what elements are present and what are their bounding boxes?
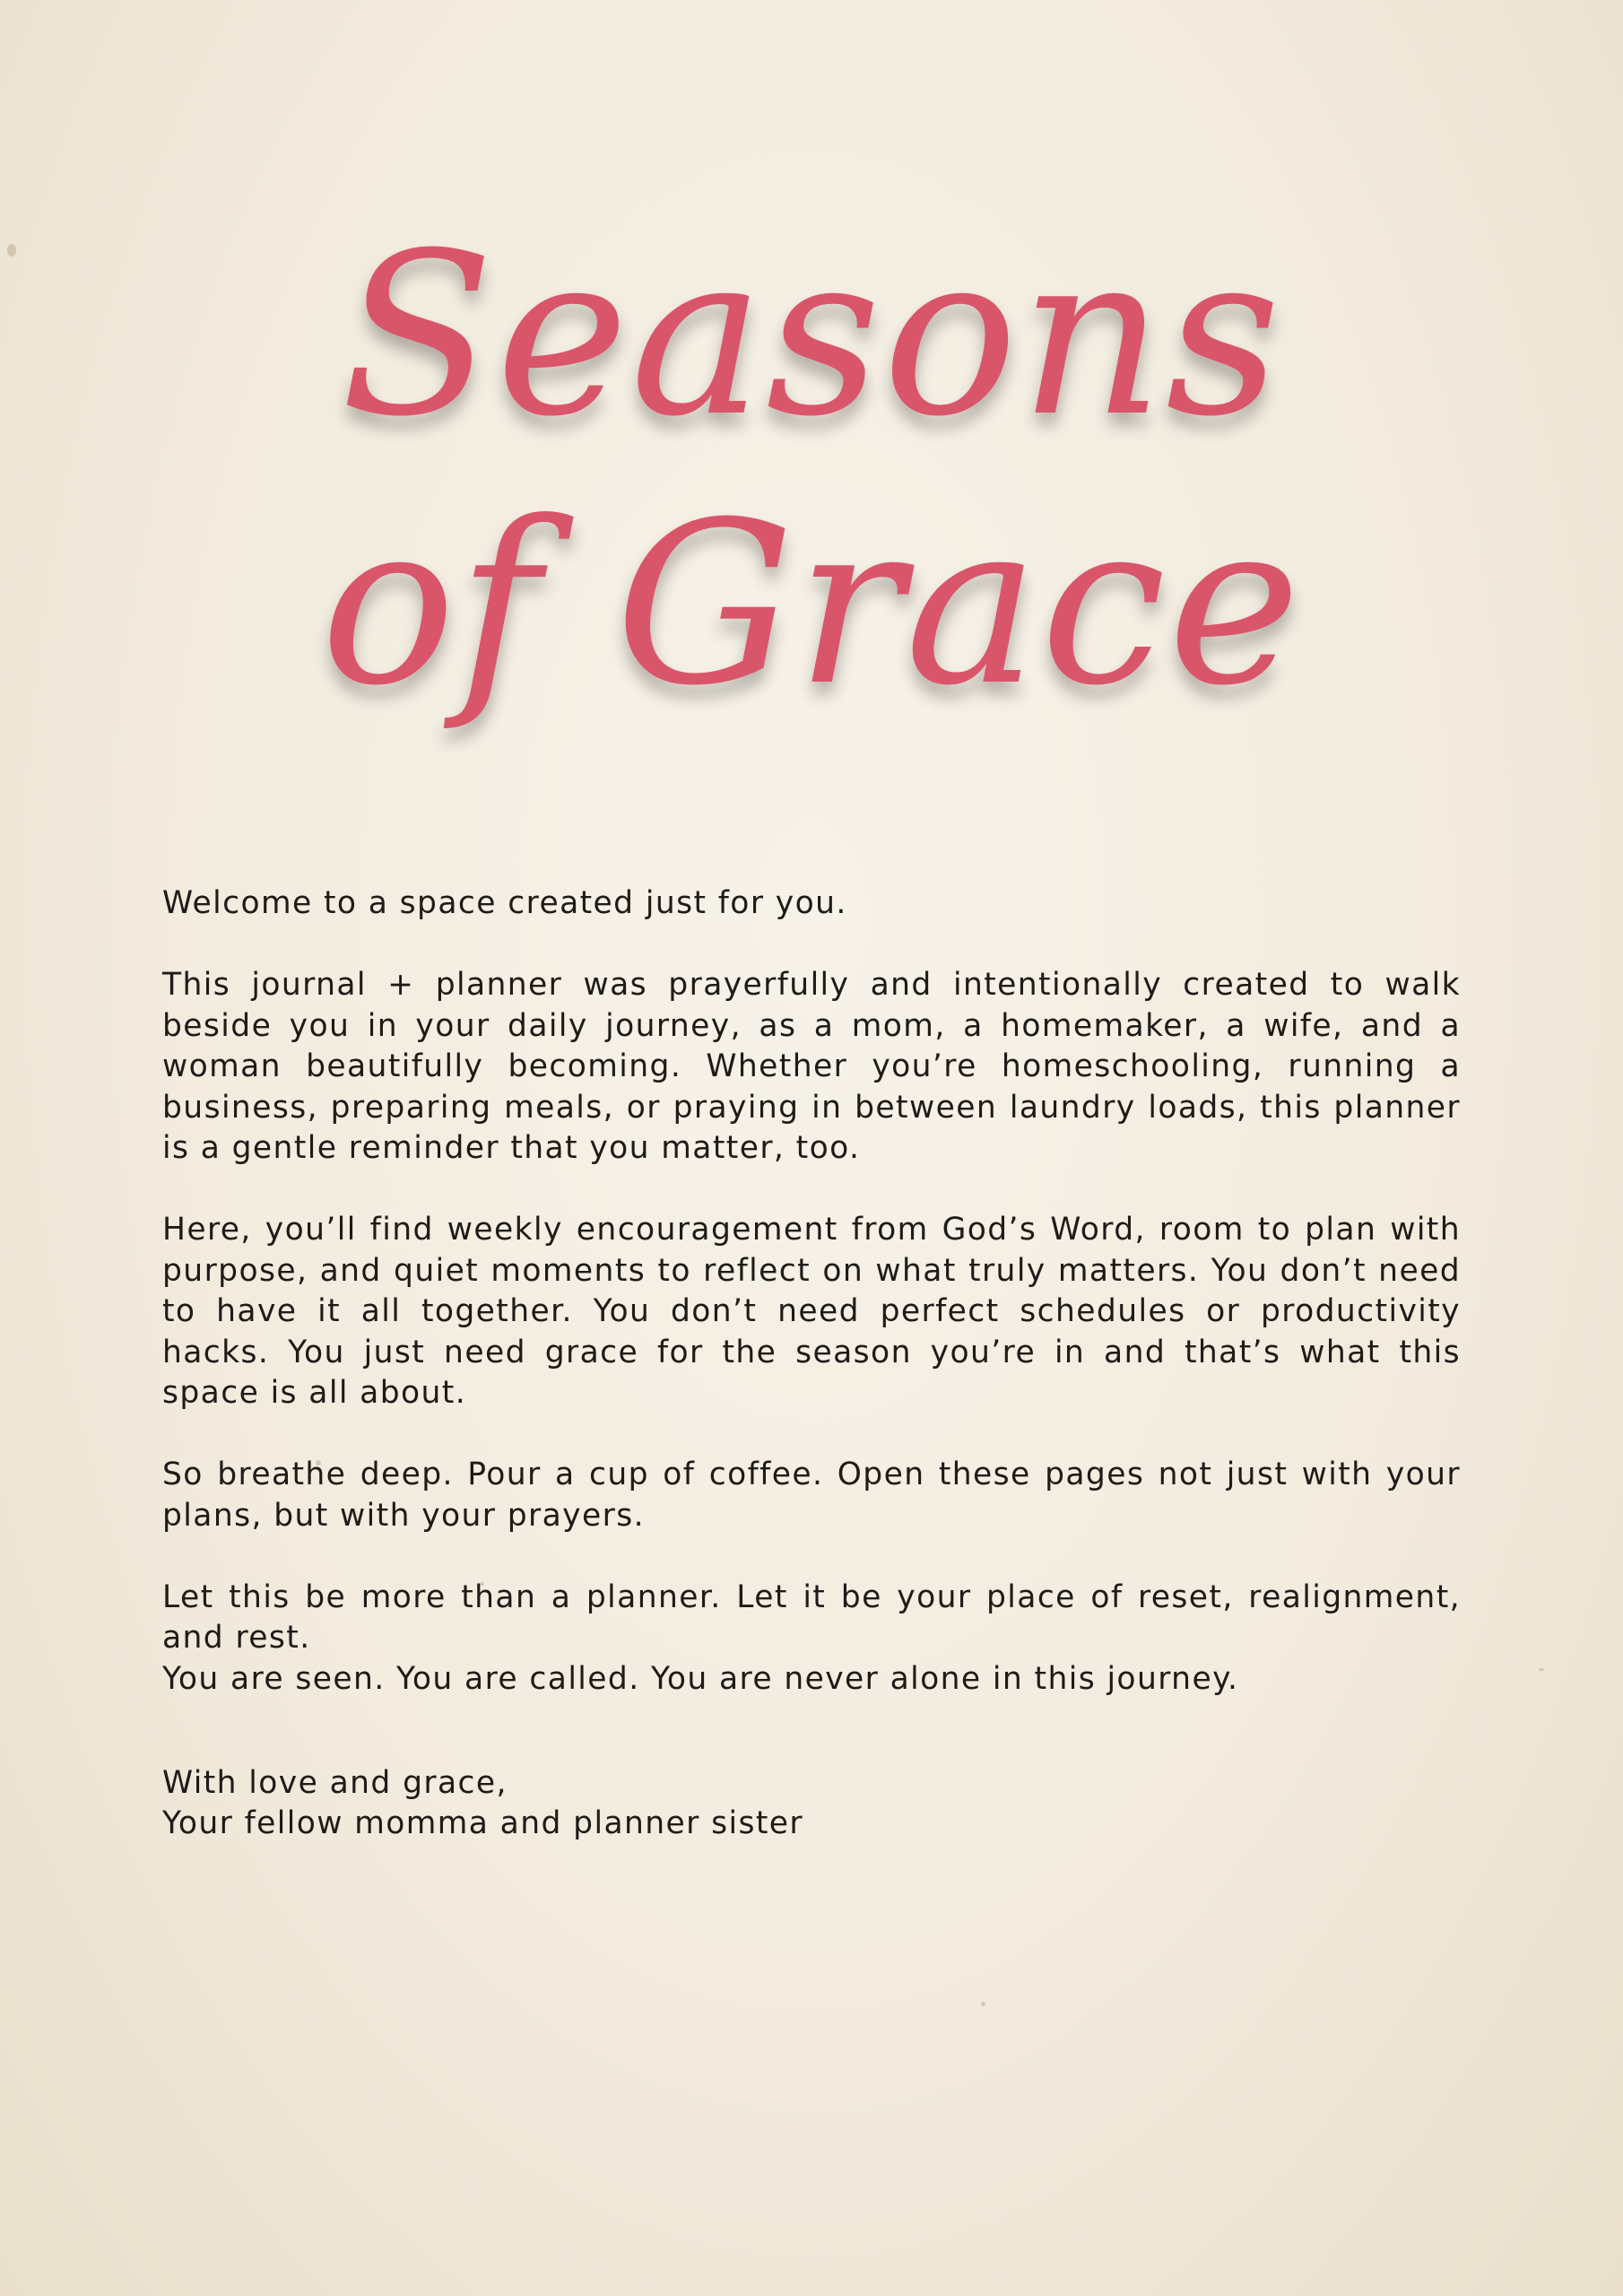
letter-greeting: Welcome to a space created just for you. [162,885,847,921]
welcome-letter [162,883,1461,1845]
letter-paragraph-5: You are seen. You are called. You are never alone in this journey. [162,1660,1239,1697]
letter-paragraph-4: Let this be more than a planner. Let it be your place of reset, realignment, and rest. [162,1578,1461,1656]
letter-paragraph-2: Here, you’ll find weekly encouragement from God’s Word, room to plan with purpose, and quiet moments to reflect on what truly matters. You don’t need to have it all together. You don’t need perfect schedules or productivity hacks. You just need grace for the season you’re in and that’s what this space is all about. [162,1212,1461,1411]
letter-paragraph-1: This journal + planner was prayerfully and intentionally created to walk beside you in your daily journey, as a mom, a homemaker, a wife, and a woman beautifully becoming. Whether you’re homeschooling, running a business, preparing meals, or praying in between laundry loads, this planner is a gentle reminder that you matter, too. [162,967,1461,1166]
title-line-2: of Grace [320,474,1303,735]
paper-speck [981,2002,985,2006]
paper-speck [1539,1668,1544,1671]
title-line-1: Seasons [340,204,1283,465]
letter-paragraph-3: So breathe deep. Pour a cup of coffee. Open these pages not just with your plans, but with your prayers. [162,1457,1461,1534]
title-graphic [0,144,1623,807]
letter-closing: With love and grace, [162,1764,508,1801]
letter-signature: Your fellow momma and planner sister [162,1805,803,1841]
